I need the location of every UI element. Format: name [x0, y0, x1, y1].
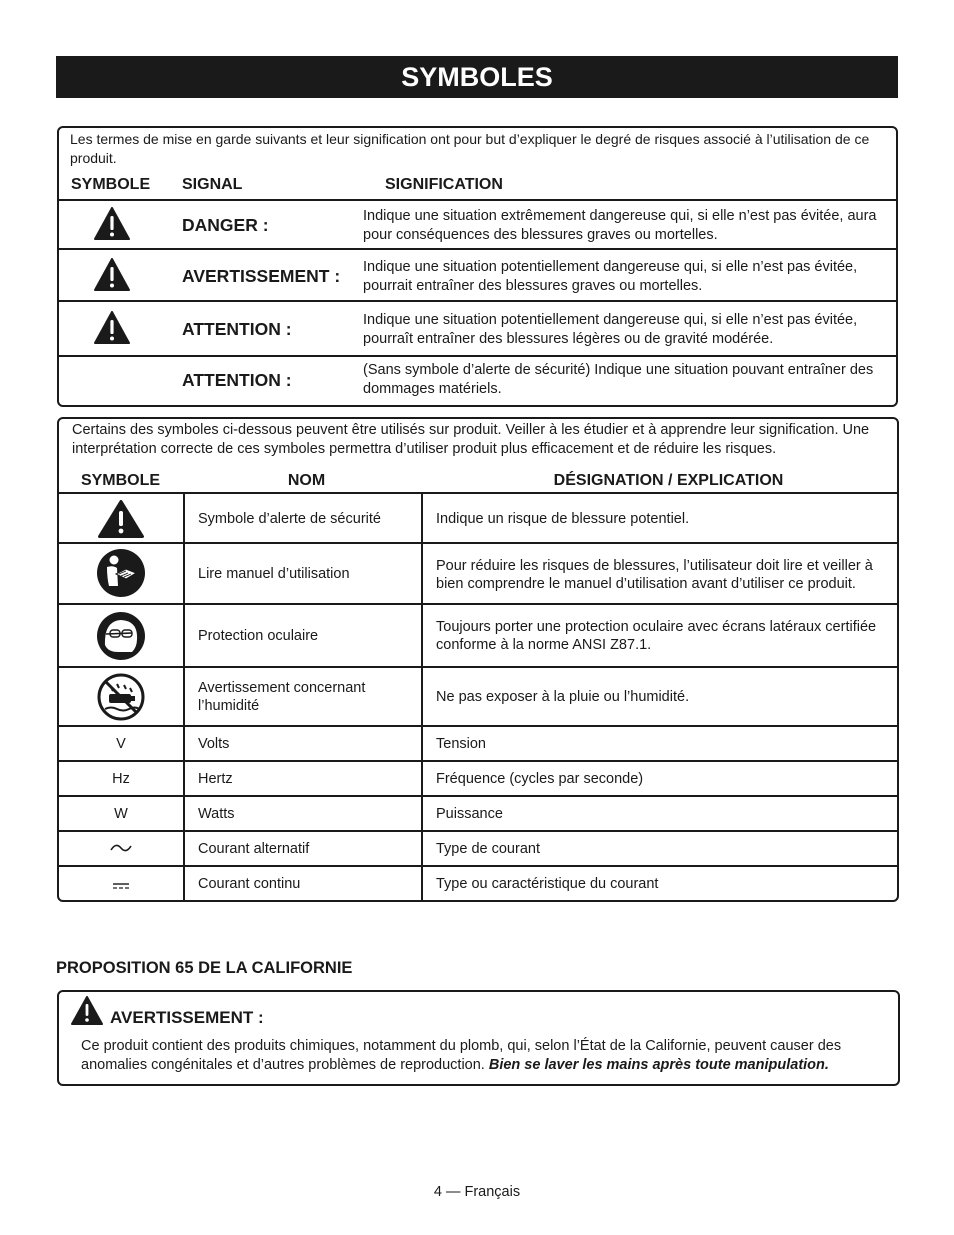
symbol-explanation: Puissance: [436, 806, 503, 822]
signal-desc-attention-no-symbol: (Sans symbole d’alerte de sécurité) Indique une situation pouvant entraîner des dommages matériels.: [363, 362, 874, 397]
eye-protection-icon: [96, 611, 146, 661]
warning-triangle-icon: [94, 311, 130, 344]
prop65-text-emphasis: Bien se laver les mains après toute manipulation.: [488, 1057, 829, 1073]
page-title: SYMBOLES: [56, 56, 898, 98]
signal-label-attention-no-symbol: ATTENTION :: [182, 370, 292, 390]
symbol-explanation: Type ou caractéristique du courant: [436, 876, 659, 892]
symbol-name: Symbole d’alerte de sécurité: [198, 511, 381, 527]
symbol-explanation: Type de courant: [436, 841, 540, 857]
header-signal: SIGNAL: [182, 176, 243, 193]
wet-conditions-icon: [97, 673, 145, 721]
warning-triangle-icon: [71, 996, 103, 1025]
symbols-table-intro: Certains des symboles ci-dessous peuvent être utilisés sur produit. Veiller à les étudier et à apprendre leur signification. Une interprétation correcte de ces symboles permettra d’utiliser produit plus efficacement et de réduire les risques.: [72, 422, 870, 457]
page-footer: 4 — Français: [433, 1184, 521, 1200]
symbol-explanation: Toujours porter une protection oculaire avec écrans latéraux certifiée conforme à la norme ANSI Z87.1.: [436, 619, 877, 653]
header-designation: DÉSIGNATION / EXPLICATION: [553, 472, 784, 489]
signal-table-intro: Les termes de mise en garde suivants et leur signification ont pour but d’expliquer le degré de risques associé à l’utilisation de ce produit.: [70, 131, 870, 166]
signal-label-attention: ATTENTION :: [182, 319, 292, 339]
symbol-explanation: Fréquence (cycles par seconde): [436, 771, 644, 787]
signal-label-danger: DANGER :: [182, 215, 269, 235]
symbol-name: Hertz: [198, 771, 233, 787]
symbol-name: Protection oculaire: [198, 628, 319, 644]
symbol-explanation: Pour réduire les risques de blessures, l’utilisateur doit lire et veiller à bien comprendre le manuel d’utilisation avant d’utiliser ce produit.: [436, 558, 873, 592]
divider: [57, 199, 898, 201]
symbol-name: Watts: [198, 806, 235, 822]
symbol-name: Avertissement concernant l’humidité: [198, 680, 366, 714]
warning-triangle-icon: [94, 258, 130, 291]
header-symbole: SYMBOLE: [71, 176, 151, 193]
column-divider: [421, 492, 423, 900]
symbol-name: Courant continu: [198, 876, 301, 892]
divider: [57, 248, 898, 250]
signal-desc-avertissement: Indique une situation potentiellement dangereuse qui, si elle n’est pas évitée, pourrait entraîner des blessures graves ou mortelles.: [363, 259, 858, 294]
prop65-text-body: Ce produit contient des produits chimiques, notamment du plomb, qui, selon l’État de la Californie, peuvent causer des anomalies congénitales et d’autres problèmes de reproduction.: [81, 1038, 842, 1073]
symbol-name: Lire manuel d’utilisation: [198, 566, 350, 582]
header-nom: NOM: [287, 472, 326, 489]
prop65-text: [81, 1037, 891, 1075]
symbol-name: Volts: [198, 736, 230, 752]
header-symbole-2: SYMBOLE: [80, 472, 161, 489]
prop65-warning-label: AVERTISSEMENT :: [110, 1008, 264, 1027]
divider: [57, 355, 898, 357]
symbol-explanation: Indique un risque de blessure potentiel.: [436, 511, 690, 527]
direct-current-icon: [113, 882, 129, 890]
warning-triangle-icon: [94, 207, 130, 240]
header-signification: SIGNIFICATION: [385, 176, 503, 193]
column-divider: [183, 492, 185, 900]
read-manual-icon: [96, 548, 146, 598]
alternating-current-icon: [110, 841, 132, 855]
symbol-glyph: Hz: [112, 771, 130, 787]
symbol-name: Courant alternatif: [198, 841, 310, 857]
signal-desc-danger: Indique une situation extrêmement dangereuse qui, si elle n’est pas évitée, aura pour conséquences des blessures graves ou mortelles.: [363, 208, 877, 243]
signal-desc-attention: Indique une situation potentiellement dangereuse qui, si elle n’est pas évitée, pourraît entraîner des blessures légères ou de gravité modérée.: [363, 312, 858, 347]
prop65-heading: PROPOSITION 65 DE LA CALIFORNIE: [56, 959, 353, 977]
safety-alert-icon: [98, 500, 144, 538]
symbol-explanation: Tension: [436, 736, 486, 752]
signal-label-avertissement: AVERTISSEMENT :: [182, 266, 341, 286]
divider: [57, 300, 898, 302]
symbol-glyph: V: [116, 736, 126, 752]
symbol-glyph: W: [114, 806, 128, 822]
symbol-explanation: Ne pas exposer à la pluie ou l’humidité.: [436, 689, 690, 705]
